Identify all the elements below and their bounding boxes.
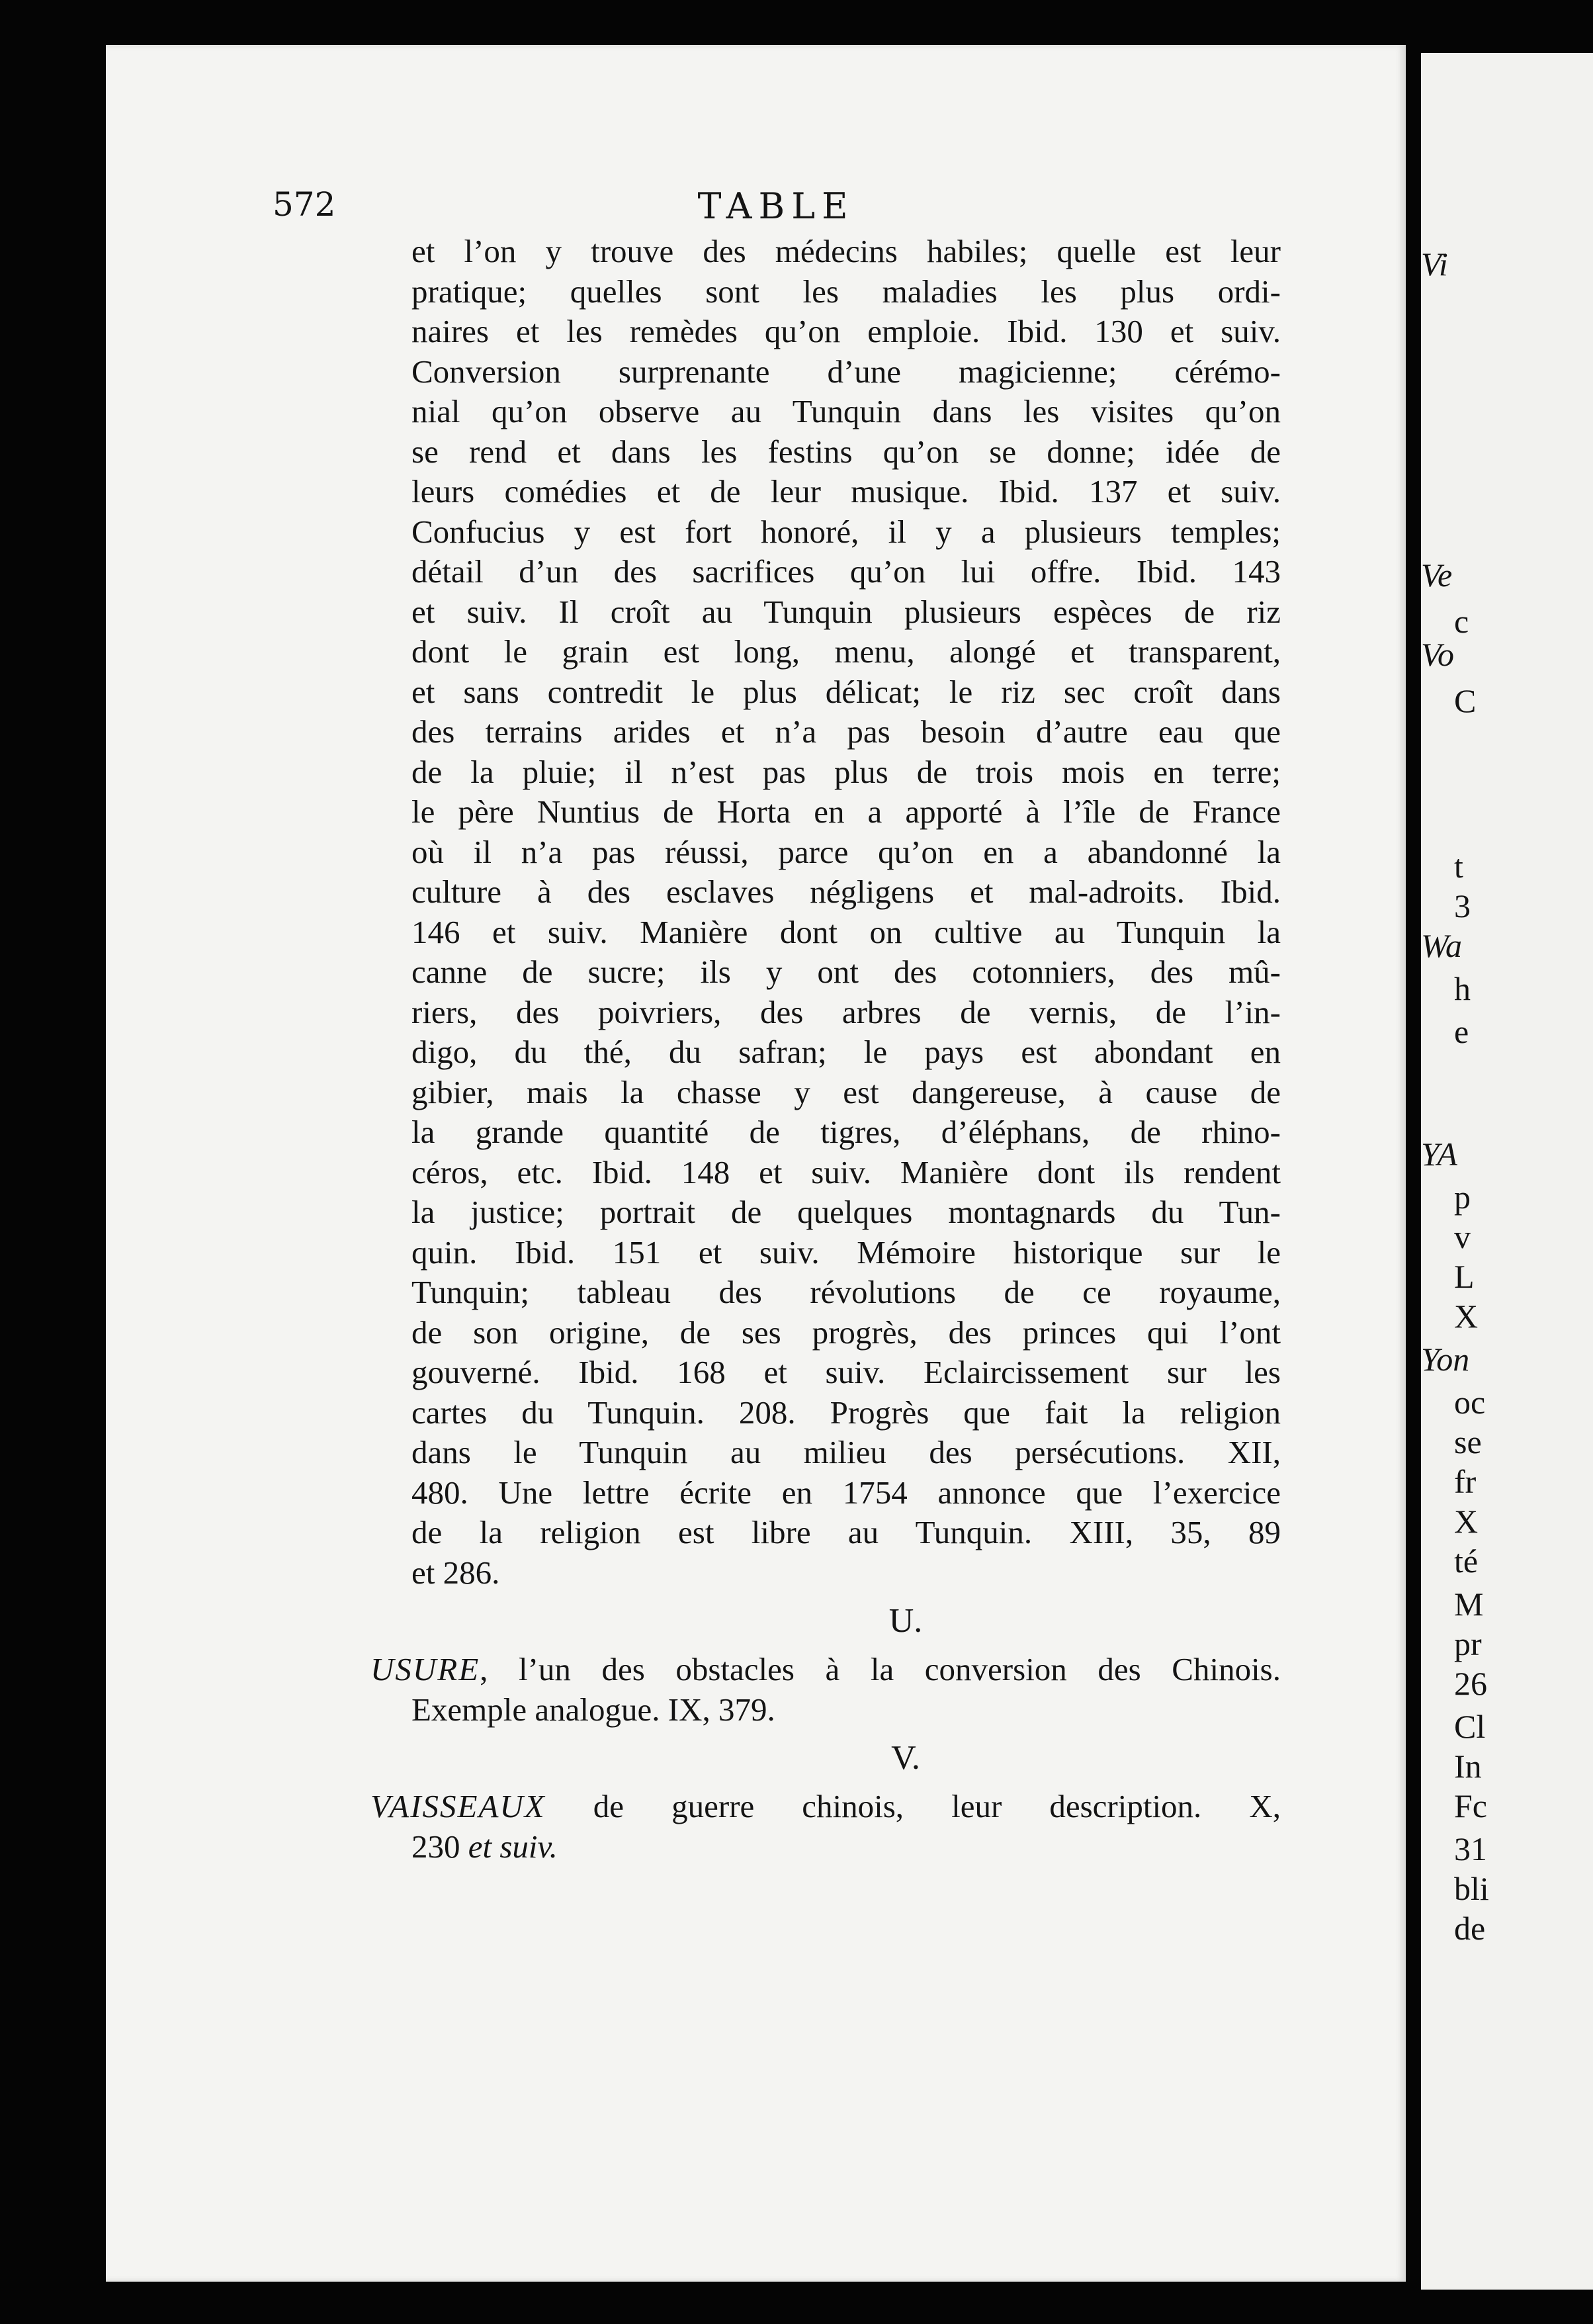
section-letter-v: V. xyxy=(891,1739,920,1777)
facing-fragment: Cl xyxy=(1454,1708,1486,1745)
text-line: la grande quantité de tigres, d’éléphans, de rhino- xyxy=(411,1114,1281,1150)
facing-fragment: v xyxy=(1454,1218,1471,1255)
facing-fragment: p xyxy=(1454,1179,1471,1216)
text-line: riers, des poivriers, des arbres de vernis, de l’in- xyxy=(411,993,1281,1030)
text-line: se rend et dans les festins qu’on se donne; idée de xyxy=(411,433,1281,470)
facing-fragment: 26 xyxy=(1454,1665,1487,1702)
text-line: leurs comédies et de leur musique. Ibid. 137 et suiv. xyxy=(411,473,1281,510)
page-number: 572 xyxy=(273,185,336,224)
entry-text: 230 xyxy=(411,1828,468,1865)
page-header xyxy=(273,185,1279,232)
facing-fragment: C xyxy=(1454,682,1477,719)
headword: VAISSEAUX xyxy=(370,1788,546,1824)
facing-fragment: Vo xyxy=(1421,636,1454,673)
text-line: cartes du Tunquin. 208. Progrès que fait la religion xyxy=(411,1394,1281,1431)
entry-vaisseaux xyxy=(370,1787,1281,1867)
facing-fragment: t xyxy=(1454,848,1463,885)
facing-fragment: Ve xyxy=(1421,557,1453,594)
running-title: TABLE xyxy=(697,185,855,227)
facing-fragment: pr xyxy=(1454,1625,1482,1662)
entry-text: , l’un des obstacles à la conversion des Chinois. xyxy=(480,1651,1281,1687)
headword: USURE xyxy=(370,1651,480,1687)
section-letter-u: U. xyxy=(888,1602,923,1640)
tunquin-entry-continuation xyxy=(411,232,1281,1593)
text-line: 146 et suiv. Manière dont on cultive au Tunquin la xyxy=(411,913,1281,950)
facing-fragment: 31 xyxy=(1454,1830,1487,1867)
text-line: de son origine, de ses progrès, des princes qui l’ont xyxy=(411,1314,1281,1351)
facing-fragment: Fc xyxy=(1454,1787,1487,1824)
facing-fragment: bli xyxy=(1454,1870,1489,1907)
facing-fragment: h xyxy=(1454,970,1471,1007)
facing-fragment: In xyxy=(1454,1748,1482,1785)
entry-text: et suiv. xyxy=(468,1828,558,1865)
text-line: naires et les remèdes qu’on emploie. Ibid. 130 et suiv. xyxy=(411,313,1281,349)
facing-fragment: té xyxy=(1454,1542,1479,1580)
text-line: la justice; portrait de quelques montagnards du Tun- xyxy=(411,1194,1281,1230)
facing-fragment: M xyxy=(1454,1586,1484,1623)
text-line: de la religion est libre au Tunquin. XIII, 35, 89 xyxy=(411,1514,1281,1550)
text-line: et suiv. Il croît au Tunquin plusieurs espèces de riz xyxy=(411,593,1281,630)
facing-fragment: fr xyxy=(1454,1463,1477,1500)
facing-fragment: YA xyxy=(1421,1136,1457,1173)
text-line: digo, du thé, du safran; le pays est abondant en xyxy=(411,1034,1281,1070)
text-line: dont le grain est long, menu, alongé et transparent, xyxy=(411,633,1281,670)
facing-page-edge xyxy=(1421,53,1593,2290)
text-line: quin. Ibid. 151 et suiv. Mémoire historique sur le xyxy=(411,1233,1281,1271)
text-line: des terrains arides et n’a pas besoin d’autre eau que xyxy=(411,713,1281,750)
text-line: Conversion surprenante d’une magicienne; cérémo- xyxy=(411,353,1281,390)
text-line: pratique; quelles sont les maladies les plus ordi- xyxy=(411,273,1281,310)
facing-fragment: Wa xyxy=(1421,927,1463,964)
text-line: et sans contredit le plus délicat; le riz sec croît dans xyxy=(411,673,1281,710)
text-line: nial qu’on observe au Tunquin dans les visites qu’on xyxy=(411,393,1281,429)
index-body xyxy=(370,232,1281,1867)
text-line: où il n’a pas réussi, parce qu’on en a abandonné la xyxy=(411,833,1281,870)
facing-fragment: X xyxy=(1454,1298,1479,1335)
text-line: culture à des esclaves négligens et mal-adroits. Ibid. xyxy=(411,873,1281,910)
text-line: de la pluie; il n’est pas plus de trois mois en terre; xyxy=(411,753,1281,790)
text-line: gibier, mais la chasse y est dangereuse, à cause de xyxy=(411,1073,1281,1110)
text-line: dans le Tunquin au milieu des persécutions. XII, xyxy=(411,1434,1281,1470)
facing-fragment: Yon xyxy=(1421,1341,1470,1378)
facing-fragment: 3 xyxy=(1454,887,1471,924)
text-line: détail d’un des sacrifices qu’on lui offre. Ibid. 143 xyxy=(411,553,1281,590)
entry-usure xyxy=(370,1650,1281,1730)
text-line: Tunquin; tableau des révolutions de ce royaume, xyxy=(411,1274,1281,1310)
text-line: céros, etc. Ibid. 148 et suiv. Manière dont ils rendent xyxy=(411,1153,1281,1190)
facing-fragment: oc xyxy=(1454,1384,1486,1421)
text-line: et l’on y trouve des médecins habiles; quelle est leur xyxy=(411,233,1281,269)
facing-fragment: e xyxy=(1454,1013,1469,1050)
facing-fragment: X xyxy=(1454,1503,1479,1540)
facing-fragment: de xyxy=(1454,1910,1486,1947)
text-line: canne de sucre; ils y ont des cotonniers, des mû- xyxy=(411,954,1281,990)
entry-text: de guerre chinois, leur description. X, xyxy=(545,1788,1281,1824)
text-line: gouverné. Ibid. 168 et suiv. Eclaircissement sur les xyxy=(411,1354,1281,1390)
text-line: 480. Une lettre écrite en 1754 annonce que l’exercice xyxy=(411,1474,1281,1511)
facing-fragment: L xyxy=(1454,1258,1475,1295)
text-line: et 286. xyxy=(411,1554,500,1591)
facing-fragment: se xyxy=(1454,1423,1482,1460)
text-line: Confucius y est fort honoré, il y a plusieurs temples; xyxy=(411,513,1281,550)
entry-text: Exemple analogue. IX, 379. xyxy=(411,1691,775,1728)
facing-fragment: c xyxy=(1454,603,1469,640)
text-line: le père Nuntius de Horta en a apporté à l’île de France xyxy=(411,793,1281,830)
facing-fragment: Vi xyxy=(1421,246,1448,283)
